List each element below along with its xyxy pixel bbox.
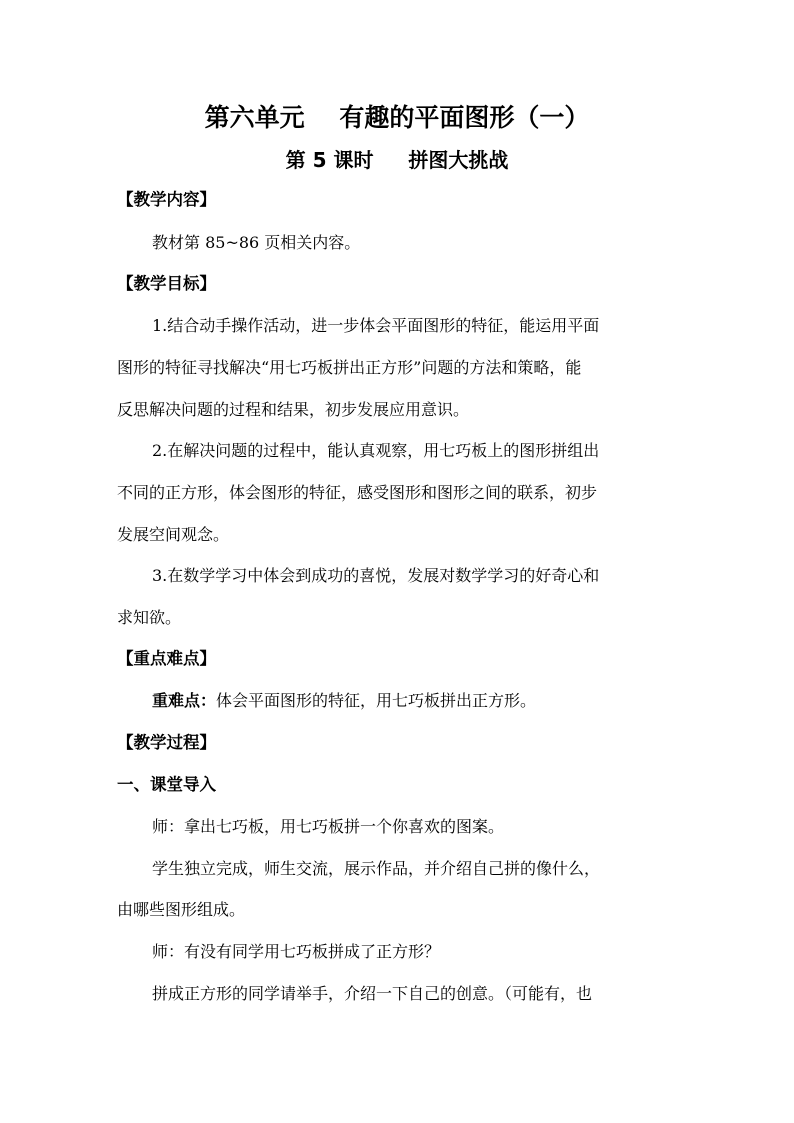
key-points-line — [152, 688, 536, 714]
paragraph-line: 求知欲。 — [117, 608, 182, 627]
paragraph-line: 反思解决问题的过程和结果，初步发展应用意识。 — [117, 400, 470, 419]
section-heading-content: 【教学内容】 — [117, 190, 216, 209]
paragraph-line: 3.在数学学习中体会到成功的喜悦，发展对数学学习的好奇心和 — [152, 566, 600, 585]
paragraph-line: 发展空间观念。 — [117, 525, 230, 544]
paragraph-line: 师：有没有同学用七巧板拼成了正方形？ — [152, 942, 441, 961]
section-heading-process: 【教学过程】 — [117, 733, 216, 752]
paragraph-line: 图形的特征寻找解决“用七巧板拼出正方形”问题的方法和策略，能 — [117, 358, 582, 377]
paragraph-line: 不同的正方形，体会图形的特征，感受图形和图形之间的联系，初步 — [117, 483, 598, 502]
paragraph-line: 2.在解决问题的过程中，能认真观察，用七巧板上的图形拼组出 — [152, 441, 600, 460]
process-sub-heading: 一、课堂导入 — [117, 775, 216, 794]
paragraph-line: 拼成正方形的同学请举手，介绍一下自己的创意。（可能有，也 — [152, 984, 593, 1003]
paragraph-line: 教材第 85~86 页相关内容。 — [152, 233, 361, 252]
section-heading-key-points: 【重点难点】 — [117, 649, 216, 668]
paragraph-line: 由哪些图形组成。 — [117, 900, 246, 919]
key-points-text: 体会平面图形的特征，用七巧板拼出正方形。 — [216, 691, 537, 710]
paragraph-line: 师：拿出七巧板，用七巧板拼一个你喜欢的图案。 — [152, 817, 505, 836]
key-points-label: 重难点： — [152, 691, 217, 710]
paragraph-line: 1.结合动手操作活动，进一步体会平面图形的特征，能运用平面 — [152, 316, 600, 335]
lesson-subtitle: 第 5 课时 拼图大挑战 — [285, 148, 509, 172]
document-title: 第六单元 有趣的平面图形（一） — [204, 103, 590, 132]
paragraph-line: 学生独立完成，师生交流，展示作品，并介绍自己拼的像什么， — [152, 859, 601, 878]
section-heading-objectives: 【教学目标】 — [117, 274, 216, 293]
